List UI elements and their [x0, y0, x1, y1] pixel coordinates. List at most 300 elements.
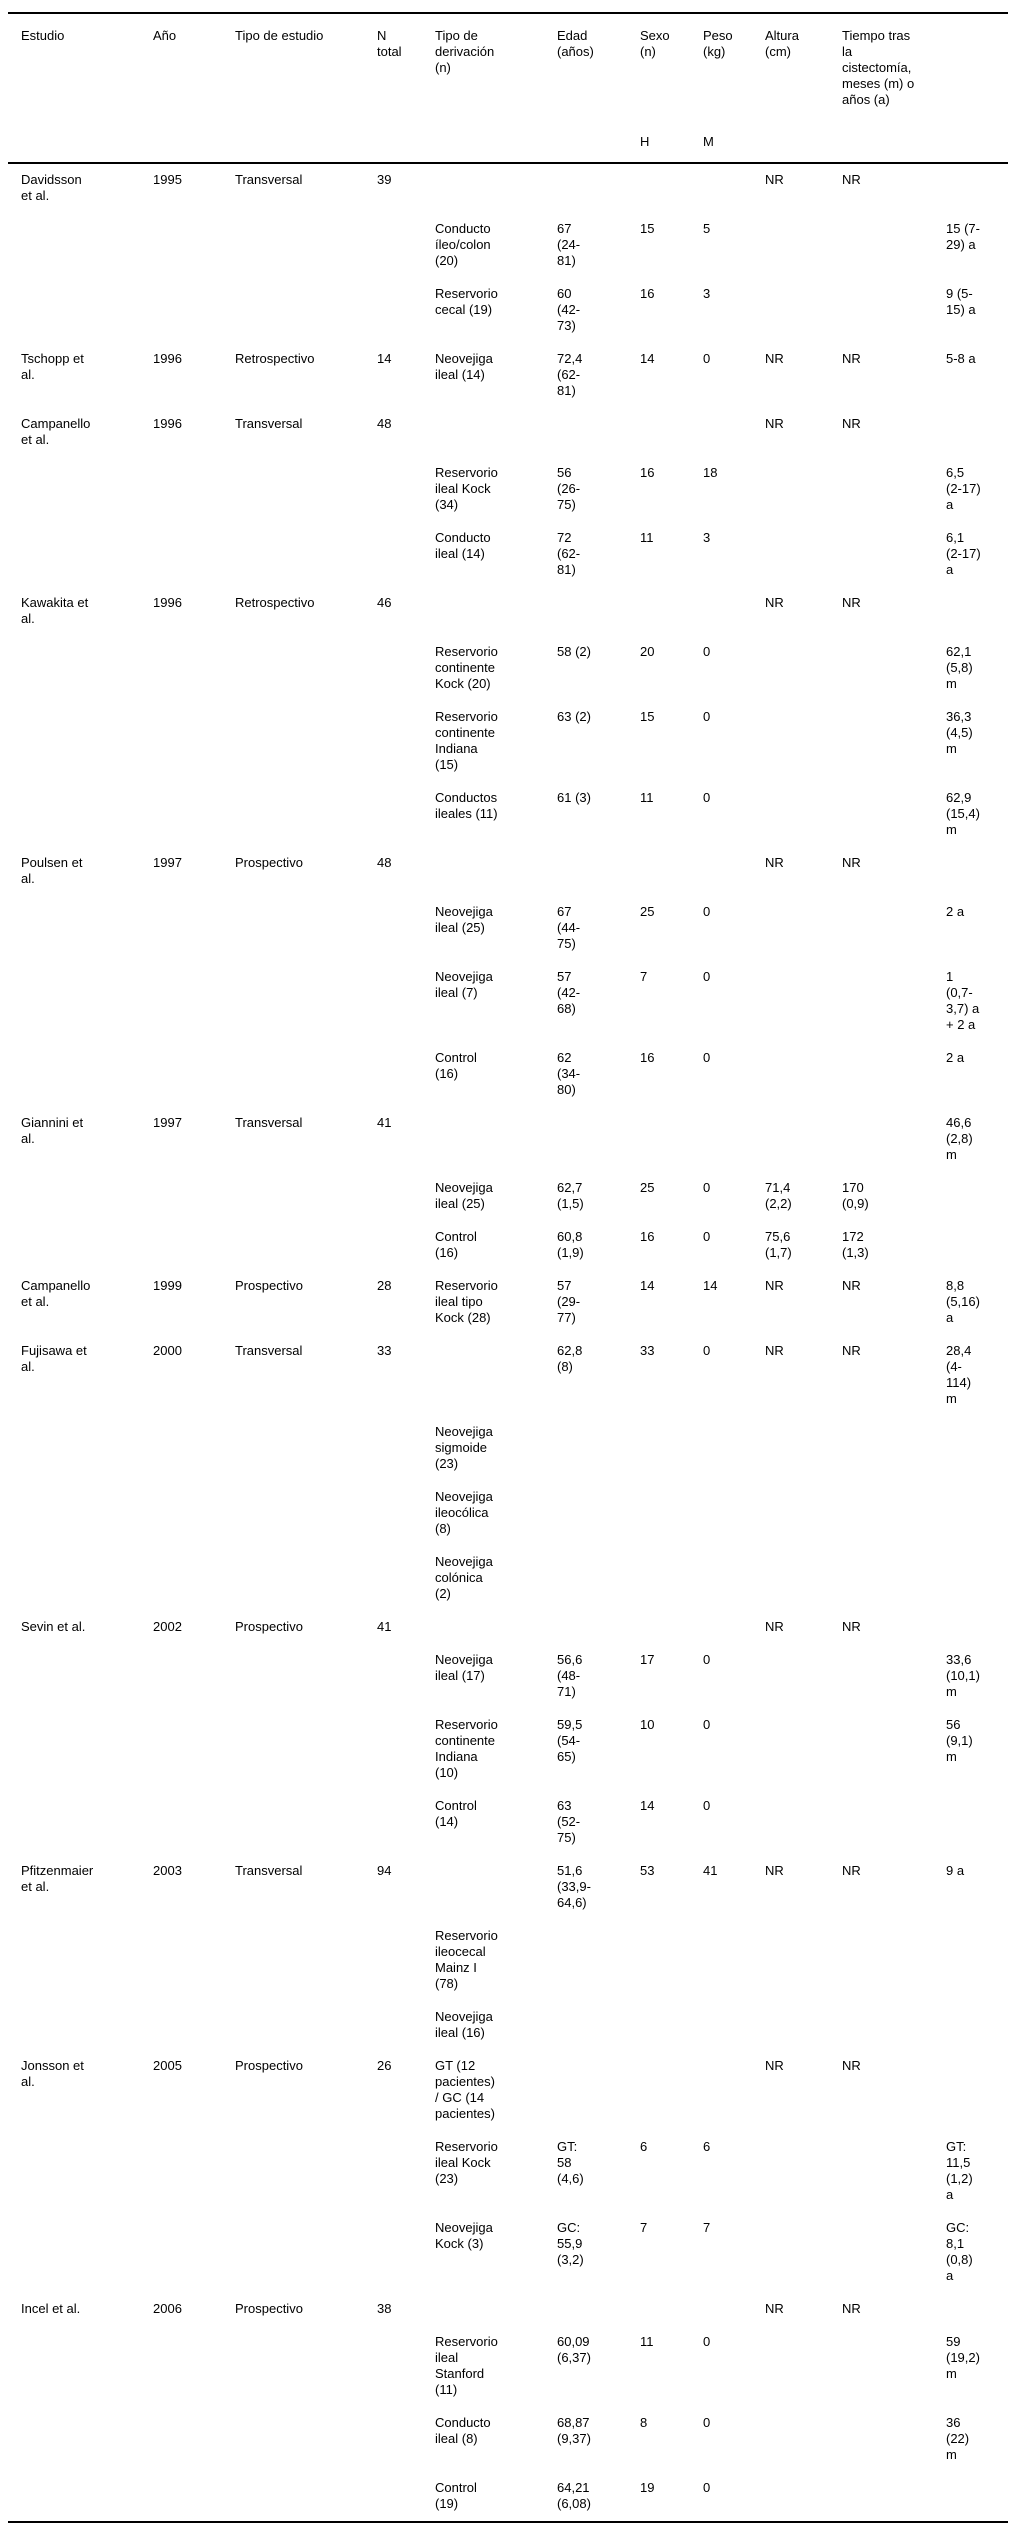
- table-cell: 62,9 (15,4) m: [946, 790, 980, 837]
- table-cell: [946, 2472, 1008, 2522]
- table-cell: [842, 1644, 946, 1709]
- table-cell: 15 (7-29) a: [946, 221, 980, 252]
- column-subheader: [557, 112, 640, 163]
- table-cell: [842, 522, 946, 587]
- table-cell: [842, 961, 946, 1042]
- column-subheader: [765, 112, 842, 163]
- table-cell: Control (16): [435, 1050, 477, 1081]
- table-cell: [153, 896, 235, 961]
- table-cell: 0: [703, 904, 711, 919]
- table-row: [8, 896, 1008, 961]
- table-cell: 1996: [153, 351, 182, 366]
- table-cell: [377, 1221, 435, 1270]
- table-cell: [765, 1546, 842, 1611]
- table-cell: 0: [703, 2415, 711, 2430]
- table-cell: [153, 522, 235, 587]
- table-cell: 57 (42-68): [557, 969, 581, 1016]
- table-cell: [8, 2472, 153, 2522]
- table-cell: Reservorio ileal tipo Kock (28): [435, 1278, 498, 1325]
- table-cell: [235, 1481, 377, 1546]
- table-cell: [377, 2001, 435, 2050]
- table-cell: Campanello et al.: [21, 1278, 91, 1309]
- table-cell: 48: [377, 416, 392, 431]
- table-cell: [765, 1790, 842, 1855]
- table-cell: 33,6 (10,1) m: [946, 1652, 980, 1699]
- table-cell: [377, 213, 435, 278]
- table-cell: NR: [842, 416, 861, 431]
- column-subheader: [435, 112, 557, 163]
- table-cell: [153, 2472, 235, 2522]
- column-header: Tipo de derivación (n): [435, 28, 495, 75]
- table-cell: 51,6 (33,9-64,6): [557, 1863, 591, 1910]
- table-cell: [8, 213, 153, 278]
- table-cell: Control (19): [435, 2480, 477, 2511]
- table-cell: [703, 408, 765, 457]
- table-cell: [8, 522, 153, 587]
- table-cell: [946, 1221, 1008, 1270]
- table-cell: [946, 1611, 1008, 1644]
- table-row: [8, 2001, 1008, 2050]
- table-cell: NR: [842, 595, 861, 610]
- table-cell: [703, 163, 765, 213]
- table-cell: [153, 701, 235, 782]
- table-cell: [8, 2131, 153, 2212]
- table-cell: [235, 1920, 377, 2001]
- table-cell: NR: [765, 1863, 784, 1878]
- table-cell: [235, 457, 377, 522]
- table-cell: [377, 1546, 435, 1611]
- table-cell: NR: [765, 2301, 784, 2316]
- table-cell: 36,3 (4,5) m: [946, 709, 973, 756]
- table-cell: [8, 278, 153, 343]
- table-cell: 59 (19,2) m: [946, 2334, 980, 2381]
- table-cell: [842, 1481, 946, 1546]
- table-cell: 18: [703, 465, 718, 480]
- table-cell: NR: [765, 416, 784, 431]
- table-cell: [842, 1709, 946, 1790]
- table-cell: [842, 636, 946, 701]
- table-cell: GC: 8,1 (0,8) a: [946, 2220, 973, 2283]
- table-row: [8, 1481, 1008, 1546]
- table-row: [8, 782, 1008, 847]
- table-cell: [946, 1481, 1008, 1546]
- table-cell: [377, 1709, 435, 1790]
- table-cell: [235, 1221, 377, 1270]
- table-cell: [153, 457, 235, 522]
- table-cell: GT (12 pacientes) / GC (14 pacientes): [435, 2058, 495, 2121]
- table-cell: Reservorio cecal (19): [435, 286, 498, 317]
- table-cell: [153, 2326, 235, 2407]
- table-cell: 7: [640, 969, 648, 984]
- table-cell: 11: [640, 790, 654, 805]
- table-cell: [153, 2001, 235, 2050]
- table-cell: [946, 587, 1008, 636]
- table-cell: [946, 163, 1008, 213]
- table-cell: NR: [765, 2058, 784, 2073]
- table-cell: Neovejiga colónica (2): [435, 1554, 493, 1601]
- table-cell: NR: [765, 1343, 784, 1358]
- table-cell: [842, 2326, 946, 2407]
- table-cell: [842, 782, 946, 847]
- table-cell: [703, 1920, 765, 2001]
- table-cell: [8, 1172, 153, 1221]
- table-row: [8, 587, 1008, 636]
- table-cell: [842, 1416, 946, 1481]
- table-cell: 0: [703, 1798, 711, 1813]
- table-cell: 0: [703, 1180, 711, 1195]
- table-cell: 59,5 (54-65): [557, 1717, 583, 1764]
- table-cell: 0: [703, 1229, 711, 1244]
- table-cell: [842, 701, 946, 782]
- table-cell: 0: [703, 2334, 711, 2349]
- table-cell: 5: [703, 221, 711, 236]
- table-cell: [765, 1107, 842, 1172]
- table-cell: [435, 163, 557, 213]
- table-cell: 46: [377, 595, 392, 610]
- table-cell: [153, 782, 235, 847]
- column-subheader: [235, 112, 377, 163]
- column-header: [946, 13, 1008, 112]
- table-cell: [8, 2407, 153, 2472]
- table-cell: Reservorio ileal Stanford (11): [435, 2334, 498, 2397]
- table-cell: [765, 2407, 842, 2472]
- table-row: [8, 1042, 1008, 1107]
- table-cell: [703, 2050, 765, 2131]
- table-cell: [703, 1481, 765, 1546]
- table-cell: 56 (26-75): [557, 465, 581, 512]
- table-cell: [703, 1546, 765, 1611]
- table-cell: [946, 847, 1008, 896]
- table-cell: 19: [640, 2480, 655, 2495]
- table-cell: 3: [703, 286, 711, 301]
- table-cell: Reservorio continente Indiana (10): [435, 1717, 498, 1780]
- table-cell: 1999: [153, 1278, 182, 1293]
- table-cell: 15: [640, 221, 655, 236]
- table-cell: [377, 701, 435, 782]
- table-cell: [842, 457, 946, 522]
- table-row: [8, 1855, 1008, 1920]
- table-cell: [703, 587, 765, 636]
- table-cell: [842, 2131, 946, 2212]
- table-cell: 14: [640, 1278, 655, 1293]
- table-body: [8, 163, 1008, 2522]
- table-cell: Conducto íleo/colon (20): [435, 221, 491, 268]
- table-cell: [842, 1546, 946, 1611]
- table-cell: [765, 457, 842, 522]
- table-cell: 6: [703, 2139, 711, 2154]
- table-cell: [557, 1481, 640, 1546]
- table-cell: [435, 587, 557, 636]
- table-cell: [557, 1546, 640, 1611]
- table-cell: [765, 961, 842, 1042]
- table-cell: [765, 782, 842, 847]
- table-cell: [153, 2131, 235, 2212]
- table-cell: [8, 457, 153, 522]
- table-cell: Kawakita et al.: [21, 595, 89, 626]
- table-cell: [377, 1481, 435, 1546]
- column-header: Altura (cm): [765, 28, 799, 59]
- table-cell: [435, 1611, 557, 1644]
- table-cell: 53: [640, 1863, 655, 1878]
- table-row: [8, 213, 1008, 278]
- table-cell: [235, 636, 377, 701]
- table-cell: 56,6 (48-71): [557, 1652, 583, 1699]
- table-row: [8, 2293, 1008, 2326]
- column-subheader: [153, 112, 235, 163]
- table-cell: 48: [377, 855, 392, 870]
- table-cell: [235, 2472, 377, 2522]
- table-row: [8, 1920, 1008, 2001]
- column-subheader: [377, 112, 435, 163]
- table-cell: [235, 2001, 377, 2050]
- column-header: Estudio: [21, 28, 65, 43]
- table-cell: [235, 2407, 377, 2472]
- table-cell: 60,09 (6,37): [557, 2334, 591, 2365]
- table-cell: Neovejiga ileal (17): [435, 1652, 493, 1683]
- table-cell: 1997: [153, 1115, 182, 1130]
- table-cell: Neovejiga ileal (25): [435, 904, 493, 935]
- table-cell: Poulsen et al.: [21, 855, 83, 886]
- table-cell: [557, 1107, 640, 1172]
- table-cell: [153, 961, 235, 1042]
- table-cell: [153, 1416, 235, 1481]
- table-cell: Neovejiga ileal (7): [435, 969, 493, 1000]
- table-cell: NR: [765, 1619, 784, 1634]
- table-cell: 1995: [153, 172, 182, 187]
- table-row: [8, 1611, 1008, 1644]
- table-cell: 58 (2): [557, 644, 591, 659]
- table-cell: Davidsson et al.: [21, 172, 82, 203]
- table-cell: [765, 2212, 842, 2293]
- table-cell: 72 (62-81): [557, 530, 581, 577]
- table-cell: 6: [640, 2139, 648, 2154]
- table-cell: [557, 847, 640, 896]
- table-cell: Reservorio ileocecal Mainz I (78): [435, 1928, 498, 1991]
- table-cell: [640, 1546, 703, 1611]
- table-cell: Neovejiga ileal (25): [435, 1180, 493, 1211]
- table-cell: 7: [703, 2220, 711, 2235]
- table-cell: [235, 1709, 377, 1790]
- table-cell: Neovejiga sigmoide (23): [435, 1424, 493, 1471]
- table-row: [8, 163, 1008, 213]
- table-cell: 7: [640, 2220, 648, 2235]
- table-cell: 62,8 (8): [557, 1343, 583, 1374]
- table-cell: [640, 587, 703, 636]
- table-cell: [703, 847, 765, 896]
- table-cell: Conducto ileal (14): [435, 530, 491, 561]
- table-cell: [557, 2293, 640, 2326]
- table-cell: Prospectivo: [235, 2058, 303, 2073]
- table-cell: [703, 1107, 765, 1172]
- table-cell: 0: [703, 790, 711, 805]
- table-cell: Control (16): [435, 1229, 477, 1260]
- table-cell: 5-8 a: [946, 351, 976, 366]
- table-cell: 56 (9,1) m: [946, 1717, 973, 1764]
- studies-table: [8, 12, 1008, 2523]
- table-cell: [8, 701, 153, 782]
- table-cell: 0: [703, 969, 711, 984]
- table-cell: [703, 2293, 765, 2326]
- table-cell: Transversal: [235, 416, 303, 431]
- table-cell: 38: [377, 2301, 392, 2316]
- column-subheader: [946, 112, 1008, 163]
- table-cell: [946, 2001, 1008, 2050]
- table-cell: 20: [640, 644, 655, 659]
- table-cell: [8, 2001, 153, 2050]
- table-cell: 0: [703, 1343, 711, 1358]
- table-cell: [8, 2212, 153, 2293]
- table-cell: 28,4 (4-114) m: [946, 1343, 972, 1406]
- table-cell: 33: [640, 1343, 655, 1358]
- table-cell: [377, 1920, 435, 2001]
- table-cell: [640, 1107, 703, 1172]
- table-cell: [842, 278, 946, 343]
- table-cell: [946, 1546, 1008, 1611]
- table-cell: 172 (1,3): [842, 1229, 869, 1260]
- table-cell: [377, 2131, 435, 2212]
- table-cell: 16: [640, 465, 655, 480]
- table-row: [8, 1546, 1008, 1611]
- table-cell: [703, 1611, 765, 1644]
- table-cell: NR: [842, 172, 861, 187]
- table-cell: GT: 58 (4,6): [557, 2139, 584, 2186]
- table-cell: 1 (0,7-3,7) a + 2 a: [946, 969, 980, 1032]
- table-cell: [946, 1172, 1008, 1221]
- table-cell: [8, 1481, 153, 1546]
- table-cell: [235, 522, 377, 587]
- table-row: [8, 1335, 1008, 1416]
- table-row: [8, 636, 1008, 701]
- table-cell: GC: 55,9 (3,2): [557, 2220, 584, 2267]
- table-cell: 63 (2): [557, 709, 591, 724]
- table-cell: [765, 1644, 842, 1709]
- table-cell: 8: [640, 2415, 648, 2430]
- table-cell: Retrospectivo: [235, 351, 315, 366]
- table-cell: 14: [640, 1798, 655, 1813]
- table-cell: 71,4 (2,2): [765, 1180, 792, 1211]
- table-cell: [703, 1416, 765, 1481]
- table-cell: [557, 2050, 640, 2131]
- table-row: [8, 1221, 1008, 1270]
- table-cell: Giannini et al.: [21, 1115, 84, 1146]
- table-cell: 0: [703, 351, 711, 366]
- table-row: [8, 278, 1008, 343]
- table-row: [8, 1790, 1008, 1855]
- table-cell: 1996: [153, 416, 182, 431]
- column-subheader: [842, 112, 946, 163]
- table-cell: [235, 1790, 377, 1855]
- table-cell: 25: [640, 904, 655, 919]
- table-cell: 6,1 (2-17) a: [946, 530, 981, 577]
- table-row: [8, 1107, 1008, 1172]
- table-cell: [8, 1546, 153, 1611]
- table-cell: NR: [842, 1278, 861, 1293]
- table-cell: [557, 163, 640, 213]
- table-cell: [153, 1546, 235, 1611]
- table-cell: NR: [842, 351, 861, 366]
- table-cell: NR: [842, 2058, 861, 2073]
- table-cell: [235, 2131, 377, 2212]
- table-cell: [377, 278, 435, 343]
- table-cell: [435, 1107, 557, 1172]
- table-cell: [8, 1790, 153, 1855]
- table-cell: 64,21 (6,08): [557, 2480, 591, 2511]
- table-cell: [765, 1709, 842, 1790]
- table-cell: Transversal: [235, 1343, 303, 1358]
- table-cell: NR: [842, 1343, 861, 1358]
- table-cell: [765, 2131, 842, 2212]
- table-cell: [946, 408, 1008, 457]
- table-cell: [153, 1920, 235, 2001]
- table-cell: 6,5 (2-17) a: [946, 465, 981, 512]
- table-cell: Reservorio ileal Kock (23): [435, 2139, 498, 2186]
- table-row: [8, 2407, 1008, 2472]
- table-cell: [435, 408, 557, 457]
- table-cell: [377, 1172, 435, 1221]
- table-cell: [765, 1481, 842, 1546]
- table-cell: [235, 2326, 377, 2407]
- table-cell: [640, 1416, 703, 1481]
- table-cell: Conducto ileal (8): [435, 2415, 491, 2446]
- table-cell: Transversal: [235, 172, 303, 187]
- table-row: [8, 1709, 1008, 1790]
- table-cell: 11: [640, 530, 654, 545]
- table-cell: 94: [377, 1863, 392, 1878]
- table-row: [8, 847, 1008, 896]
- table-cell: Conductos ileales (11): [435, 790, 498, 821]
- table-cell: [235, 278, 377, 343]
- table-row: [8, 701, 1008, 782]
- table-cell: [557, 1920, 640, 2001]
- table-row: [8, 1644, 1008, 1709]
- table-cell: 0: [703, 1050, 711, 1065]
- column-header: N total: [377, 28, 402, 59]
- table-cell: [765, 2001, 842, 2050]
- table-cell: 57 (29-77): [557, 1278, 581, 1325]
- table-cell: [377, 961, 435, 1042]
- table-cell: Prospectivo: [235, 855, 303, 870]
- table-cell: Neovejiga ileal (14): [435, 351, 493, 382]
- table-cell: 63 (52-75): [557, 1798, 581, 1845]
- table-cell: [946, 2293, 1008, 2326]
- table-cell: 0: [703, 1717, 711, 1732]
- table-cell: [557, 587, 640, 636]
- table-cell: [8, 1416, 153, 1481]
- table-cell: 2 a: [946, 904, 965, 919]
- table-cell: [842, 1042, 946, 1107]
- table-cell: 68,87 (9,37): [557, 2415, 591, 2446]
- table-cell: [640, 1481, 703, 1546]
- table-cell: [765, 2326, 842, 2407]
- table-cell: [377, 457, 435, 522]
- table-cell: [153, 1221, 235, 1270]
- table-cell: [153, 1709, 235, 1790]
- table-cell: [153, 2407, 235, 2472]
- table-cell: [235, 213, 377, 278]
- table-cell: Fujisawa et al.: [21, 1343, 87, 1374]
- table-cell: 41: [703, 1863, 718, 1878]
- table-cell: [235, 1042, 377, 1107]
- table-cell: Neovejiga Kock (3): [435, 2220, 493, 2251]
- table-cell: NR: [765, 1278, 784, 1293]
- table-cell: [640, 163, 703, 213]
- table-cell: [235, 782, 377, 847]
- table-cell: GT: 11,5 (1,2) a: [946, 2139, 973, 2202]
- table-cell: [435, 847, 557, 896]
- table-cell: 67 (44-75): [557, 904, 581, 951]
- table-row: [8, 961, 1008, 1042]
- table-cell: Campanello et al.: [21, 416, 91, 447]
